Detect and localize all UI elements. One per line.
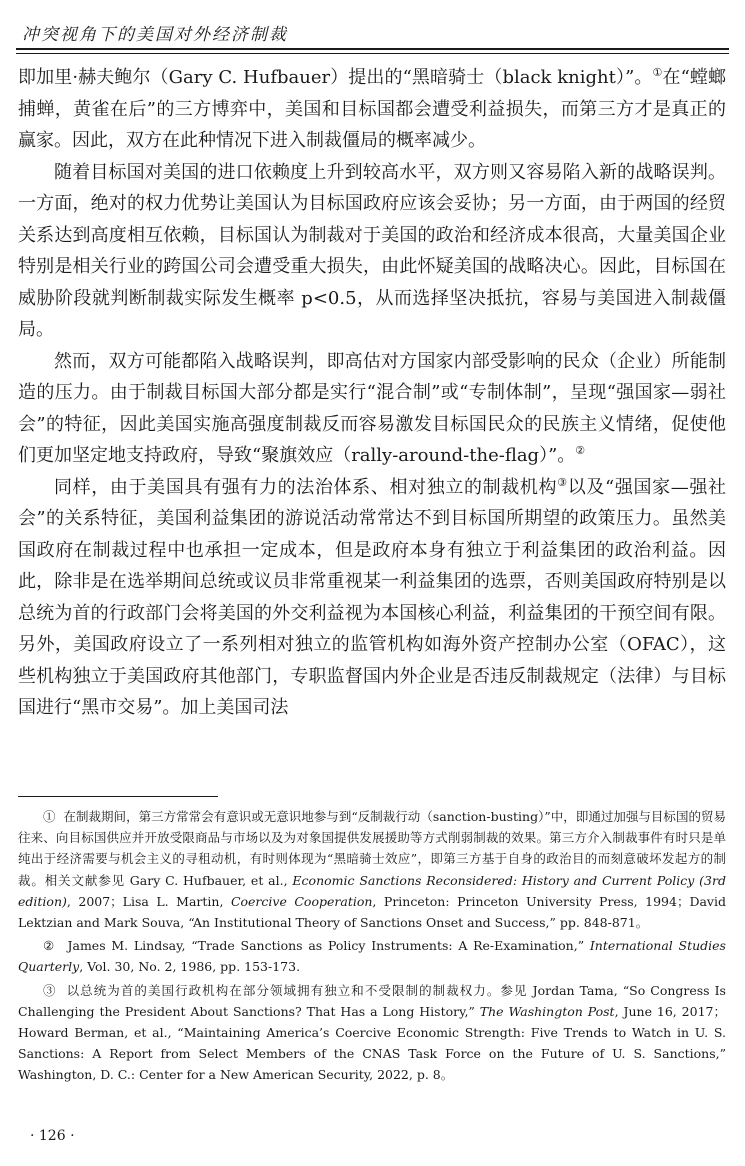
running-title: 冲突视角下的美国对外经济制裁 [22, 25, 288, 45]
footnote-ref-3[interactable]: ③ [557, 475, 568, 489]
running-header [16, 8, 729, 50]
footnote-mark: ② [43, 938, 56, 954]
footnote-2: ② James M. Lindsay, “Trade Sanctions as Policy Instruments: A Re-Examination,” International Studies Quarterly, Vol. 30, No. 2, 1986, pp. 153-173. [18, 938, 726, 975]
footnote-ref-2[interactable]: ② [575, 444, 586, 457]
footnote-ref-1[interactable]: ① [652, 66, 663, 79]
paragraph-3: 然而，双方可能都陷入战略误判，即高估对方国家内部受影响的民众（企业）所能制造的压力。由于制裁目标国大部分都是实行“混合制”或“专制体制”，呈现“强国家—弱社会”的特征，因此美国实施高强度制裁反而容易激发目标国民众的民族主义情绪，促使他们更加坚定地支持政府，导致“聚旗效应（rally-around-the-flag）”。② [18, 350, 726, 466]
header-rule [16, 53, 729, 54]
footnote-mark: ① [43, 809, 56, 824]
footnote-1: ① 在制裁期间，第三方常常会有意识或无意识地参与到“反制裁行动（sanction-busting）”中，即通过加强与目标国的贸易往来、向目标国供应并开放受限商品与市场以及为对象国提供发展援助等方式削弱制裁的效果。第三方介入制裁事件有时只是单纯出于经济需要与机会主义的寻租动机，有时则体现为“黑暗骑士效应”，即第三方基于自身的政治目的而刻意破坏发起方的制裁。相关文献参见 Gary C. Hufbauer, et al., Economic Sanctions Reconsidered: History and Current Policy (3rd edition), 2007；Lisa L. Martin, Coercive Cooperation, Princeton: Princeton University Press, 1994；David Lektzian and Mark Souva, “An Institutional Theory of Sanctions Onset and Success,” pp. 848-871。 [18, 809, 726, 931]
footnote-3: ③ 以总统为首的美国行政机构在部分领域拥有独立和不受限制的制裁权力。参见 Jordan Tama, “So Congress Is Challenging the President About Sanctions? That Has a Long History,” The Washington Post, June 16, 2017；Howard Berman, et al., “Maintaining America’s Coercive Economic Strength: Five Trends to Watch in U. S. Sanctions: A Report from Select Members of the CNAS Task Force on the Future of U. S. Sanctions,” Washington, D. C.: Center for a New American Security, 2022, p. 8。 [18, 982, 726, 1083]
footnote-mark: ③ [43, 982, 57, 998]
footnotes [18, 806, 726, 1088]
page-number: · 126 · [30, 1128, 75, 1144]
footnote-separator [18, 796, 218, 797]
paragraph-1: 即加里·赫夫鲍尔（Gary C. Hufbauer）提出的“黑暗骑士（black knight）”。①在“螳螂捕蝉，黄雀在后”的三方博弈中，美国和目标国都会遭受利益损失，而第三方才是真正的赢家。因此，双方在此种情况下进入制裁僵局的概率减少。 [18, 66, 726, 151]
paragraph-2: 随着目标国对美国的进口依赖度上升到较高水平，双方则又容易陷入新的战略误判。一方面，绝对的权力优势让美国认为目标国政府应该会妥协；另一方面，由于两国的经贸关系达到高度相互依赖，目标国认为制裁对于美国的政治和经济成本很高，大量美国企业特别是相关行业的跨国公司会遭受重大损失，由此怀疑美国的战略决心。因此，目标国在威胁阶段就判断制裁实际发生概率 p<0.5，从而选择坚决抵抗，容易与美国进入制裁僵局。 [18, 161, 726, 340]
paragraph-4: 同样，由于美国具有强有力的法治体系、相对独立的制裁机构③以及“强国家—强社会”的关系特征，美国利益集团的游说活动常常达不到目标国所期望的政策压力。虽然美国政府在制裁过程中也承担一定成本，但是政府本身有独立于利益集团的政治利益。因此，除非是在选举期间总统或议员非常重视某一利益集团的选票，否则美国政府特别是以总统为首的行政部门会将美国的外交利益视为本国核心利益，利益集团的干预空间有限。另外，美国政府设立了一系列相对独立的监管机构如海外资产控制办公室（OFAC），这些机构独立于美国政府其他部门，专职监督国内外企业是否违反制裁规定（法律）与目标国进行“黑市交易”。加上美国司法 [18, 475, 726, 718]
main-text [18, 62, 726, 724]
